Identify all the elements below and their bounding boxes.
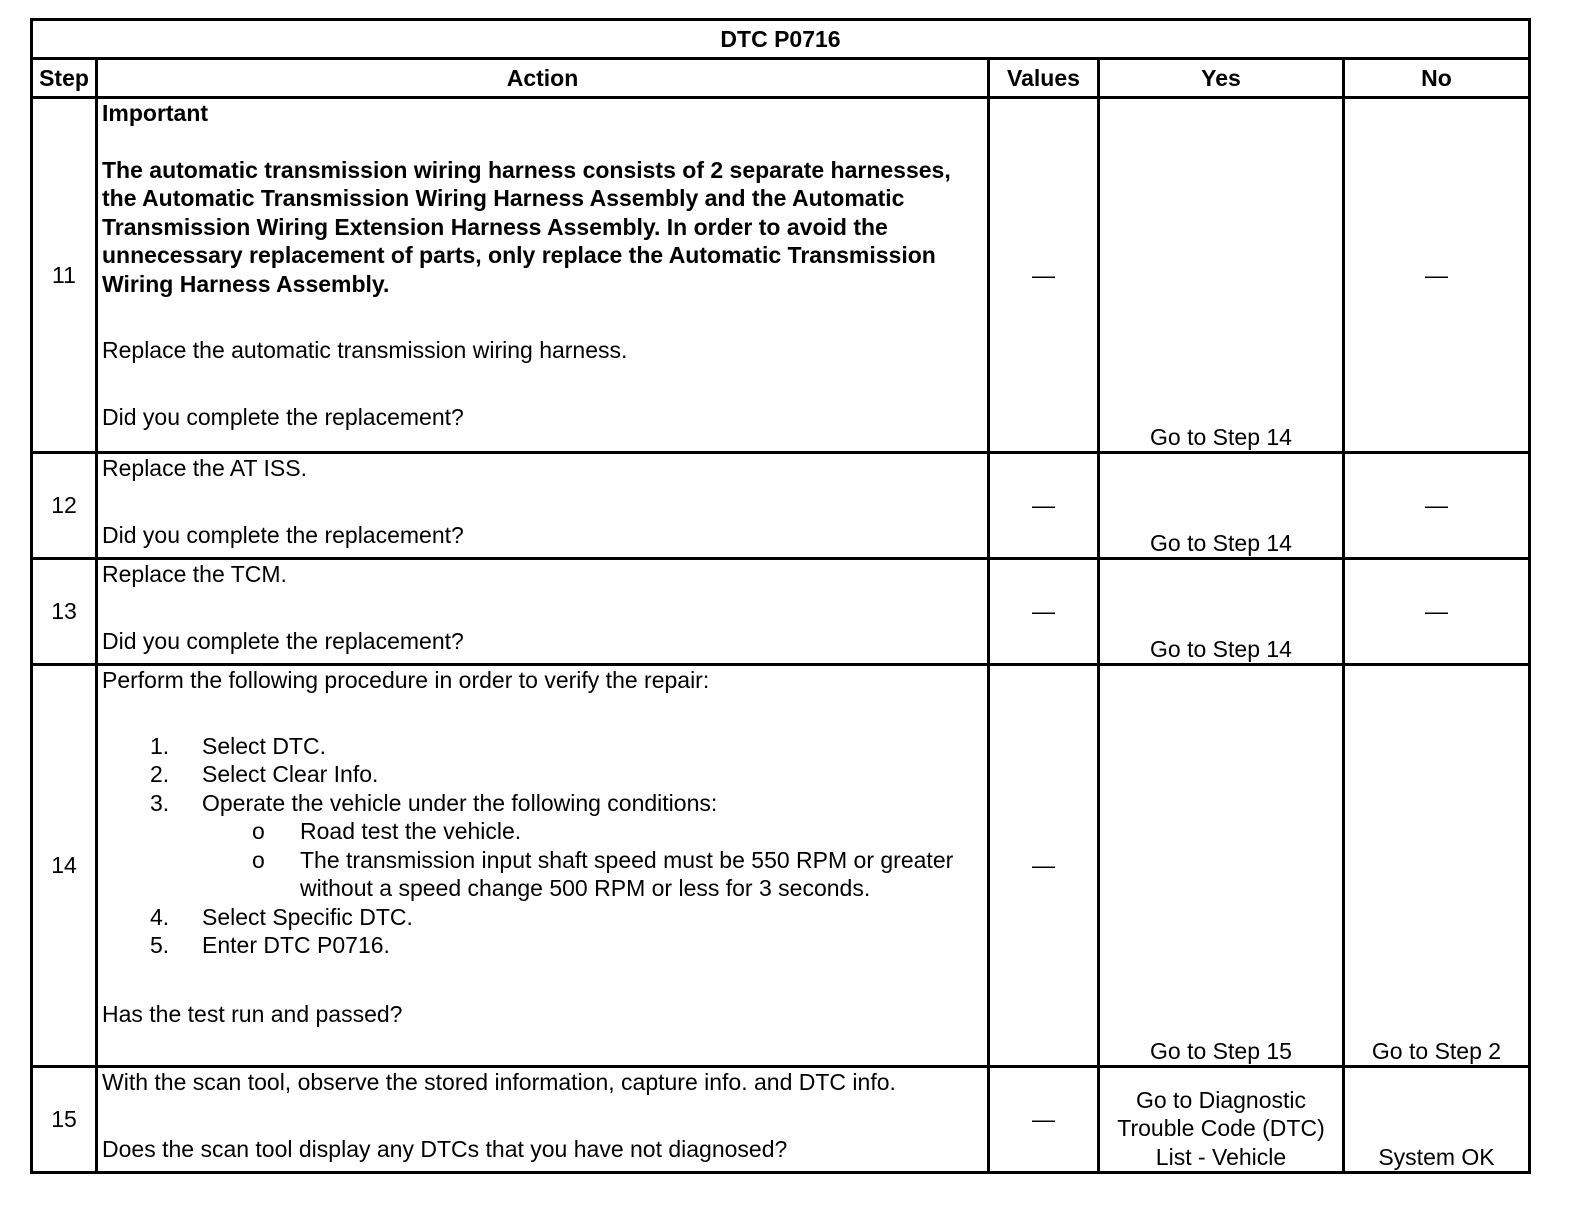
header-row <box>32 59 1530 98</box>
header-yes: Yes <box>1099 59 1344 98</box>
yes-cell: Go to Step 14 <box>1099 453 1344 559</box>
sub-list-item <box>102 846 983 903</box>
action-cell <box>97 665 989 1067</box>
step-number: 12 <box>32 453 97 559</box>
values-cell: — <box>989 1067 1099 1173</box>
question-text: Has the test run and passed? <box>102 1000 403 1027</box>
question-text: Did you complete the replacement? <box>102 403 464 430</box>
action-cell <box>97 559 989 665</box>
instruction-text: With the scan tool, observe the stored information, capture info. and DTC info. <box>102 1069 896 1095</box>
instruction-text: Replace the AT ISS. <box>102 455 307 481</box>
sub-list-item <box>102 817 983 846</box>
list-number: 3. <box>150 789 170 816</box>
no-cell: Go to Step 2 <box>1344 665 1530 1067</box>
list-text: Enter DTC P0716. <box>202 932 390 958</box>
no-cell: — <box>1344 453 1530 559</box>
important-text: The automatic transmission wiring harness consists of 2 separate harnesses, the Automatic Transmission Wiring Harness Assembly and the Automatic Transmission Wiring Extension Harness Assembly. In order to avoid the unnecessary replacement of parts, only replace the Automatic Transmission Wiring Harness Assembly. <box>102 156 951 297</box>
step-number: 11 <box>32 98 97 453</box>
action-cell <box>97 1067 989 1173</box>
table-title: DTC P0716 <box>32 20 1530 59</box>
instruction-text: Replace the automatic transmission wiring harness. <box>102 337 628 363</box>
table-row <box>32 98 1530 453</box>
list-item <box>102 903 983 932</box>
table-row <box>32 453 1530 559</box>
bullet-icon: o <box>252 846 265 873</box>
list-number: 1. <box>150 732 170 759</box>
step-number: 14 <box>32 665 97 1067</box>
question-text: Did you complete the replacement? <box>102 627 464 654</box>
list-text: Select Specific DTC. <box>202 903 413 930</box>
header-action: Action <box>97 59 989 98</box>
procedure-list <box>102 732 983 960</box>
action-cell <box>97 98 989 453</box>
yes-cell: Go to Diagnostic Trouble Code (DTC) List - Vehicle <box>1099 1067 1344 1173</box>
values-cell: — <box>989 98 1099 453</box>
yes-cell: Go to Step 14 <box>1099 559 1344 665</box>
list-item <box>102 931 983 960</box>
header-step: Step <box>32 59 97 98</box>
action-cell <box>97 453 989 559</box>
question-text: Does the scan tool display any DTCs that you have not diagnosed? <box>102 1135 788 1162</box>
no-cell: System OK <box>1344 1067 1530 1173</box>
step-number: 15 <box>32 1067 97 1173</box>
list-item <box>102 732 983 761</box>
instruction-text: Perform the following procedure in order to verify the repair: <box>102 667 710 693</box>
table-row <box>32 665 1530 1067</box>
list-number: 5. <box>150 932 170 958</box>
instruction-text: Replace the TCM. <box>102 561 287 587</box>
list-item <box>102 760 983 789</box>
list-item <box>102 789 983 903</box>
header-no: No <box>1344 59 1530 98</box>
important-label: Important <box>102 100 209 126</box>
list-number: 2. <box>150 761 170 787</box>
sub-list-text: The transmission input shaft speed must be 550 RPM or greater without a speed change 500 RPM or less for 3 seconds. <box>300 846 954 901</box>
list-text: Select DTC. <box>202 732 326 759</box>
header-values: Values <box>989 59 1099 98</box>
table-row <box>32 559 1530 665</box>
question-text: Did you complete the replacement? <box>102 521 464 548</box>
step-number: 13 <box>32 559 97 665</box>
table-row <box>32 1067 1530 1173</box>
bullet-icon: o <box>252 818 265 844</box>
diagnostic-table <box>30 18 1531 1174</box>
sub-list-text: Road test the vehicle. <box>300 818 522 844</box>
sub-list <box>202 817 983 903</box>
values-cell: — <box>989 665 1099 1067</box>
yes-cell: Go to Step 15 <box>1099 665 1344 1067</box>
no-cell: — <box>1344 559 1530 665</box>
values-cell: — <box>989 453 1099 559</box>
list-text: Select Clear Info. <box>202 761 379 787</box>
values-cell: — <box>989 559 1099 665</box>
list-text: Operate the vehicle under the following conditions: <box>202 789 718 816</box>
no-cell: — <box>1344 98 1530 453</box>
yes-cell: Go to Step 14 <box>1099 98 1344 453</box>
list-number: 4. <box>150 903 170 930</box>
